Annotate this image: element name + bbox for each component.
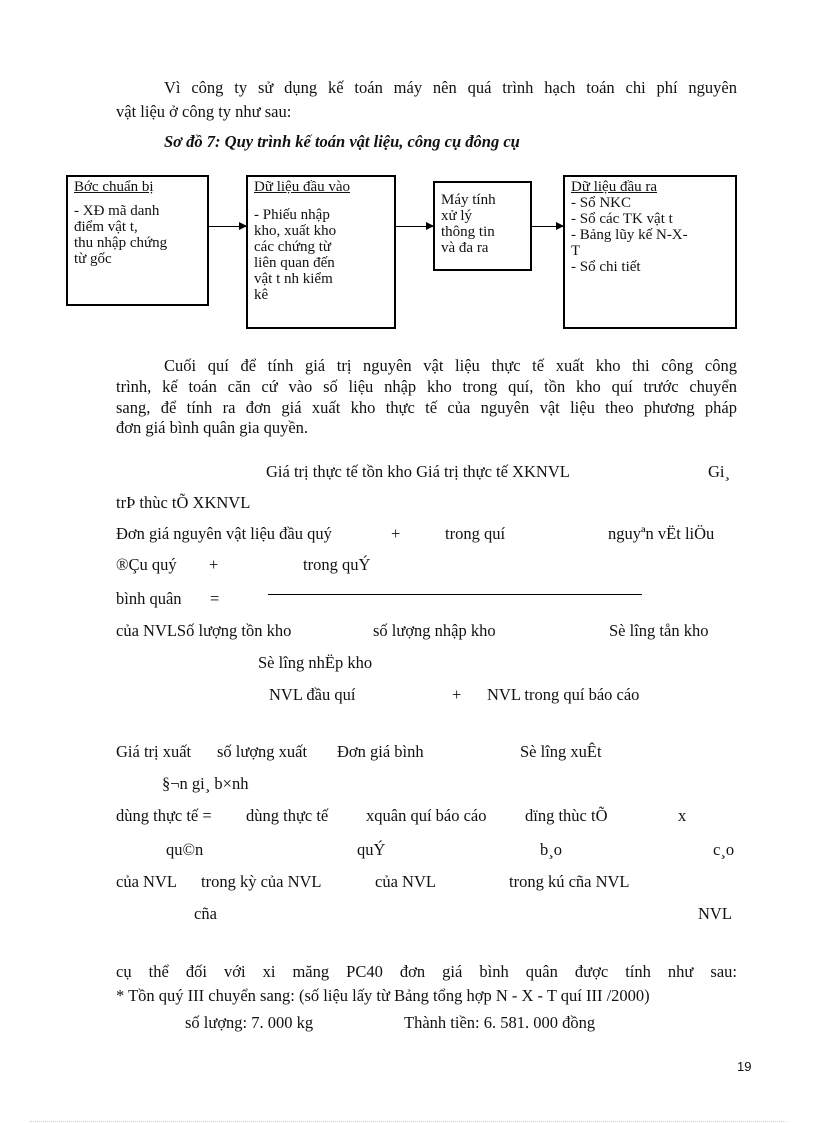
box-line: xử lý xyxy=(441,208,473,224)
formula-text: Đơn giá nguyên vật liệu đầu quý xyxy=(116,524,332,543)
formula-text: dùng thực tế xyxy=(246,806,329,825)
paragraph-2-line: sang, để tính ra đơn giá xuất kho thực tế của nguyên vật liệu theo phương pháp xyxy=(116,398,737,417)
formula-text: + xyxy=(209,555,219,574)
formula-text: trÞ thùc tÕ XKNVL xyxy=(116,493,251,512)
formula-text: NVL xyxy=(698,904,732,923)
formula-text: Gi¸ xyxy=(708,462,730,481)
formula-text: x xyxy=(678,806,687,825)
page-number: 19 xyxy=(737,1059,752,1074)
formula-text: + xyxy=(391,524,401,543)
formula-text: quÝ xyxy=(357,840,386,859)
box-line: kho, xuất kho xyxy=(254,223,337,239)
closing-line: * Tồn quý III chuyển sang: (số liệu lấy từ Bảng tổng hợp N - X - T quí III /2000) xyxy=(116,986,650,1005)
box-line: Máy tính xyxy=(441,192,496,208)
box-line: và đa ra xyxy=(441,240,489,256)
box-line: - Phiếu nhập xyxy=(254,207,330,223)
paragraph-2-line: đơn giá bình quân gia quyền. xyxy=(116,418,309,437)
formula-text: b¸o xyxy=(540,840,562,859)
formula-text: số lượng xuất xyxy=(217,742,308,761)
formula-text: Sè lîng xuÊt xyxy=(520,742,602,761)
formula-text: của NVL xyxy=(116,872,177,891)
box-line: - Sổ các TK vật t xyxy=(571,211,673,227)
box-line: vật t nh kiểm xyxy=(254,271,333,287)
intro-line-2: vật liệu ở công ty như sau: xyxy=(116,102,292,121)
formula-text: dïng thùc tÕ xyxy=(525,806,608,825)
box-title: Dữ liệu đầu vào xyxy=(254,179,351,195)
page-footer-divider xyxy=(30,1121,786,1122)
box-line: từ gốc xyxy=(74,251,112,267)
box-line: thông tin xyxy=(441,224,495,240)
box-line: - Sổ chi tiết xyxy=(571,259,641,275)
box-line: kê xyxy=(254,287,269,303)
formula-text: trong kỳ của NVL xyxy=(201,872,322,891)
paragraph-2-line: trình, kế toán căn cứ vào số liệu nhập kho trong quí, tồn kho quí trước chuyển xyxy=(116,377,737,396)
formula-text: Giá trị thực tế tồn kho Giá trị thực tế XKNVL xyxy=(266,462,570,481)
formula-text: cña xyxy=(194,904,217,923)
formula-text: qu©n xyxy=(166,840,204,859)
formula-text: Sè lîng nhËp kho xyxy=(258,653,373,672)
formula-text: Sè lîng tån kho xyxy=(609,621,709,640)
box-line: - XĐ mã danh xyxy=(74,203,160,219)
formula-text: của NVLSố lượng tồn kho xyxy=(116,621,292,640)
closing-amount: Thành tiền: 6. 581. 000 đồng xyxy=(404,1013,596,1032)
formula-text: dùng thực tế = xyxy=(116,806,212,825)
box-line: các chứng từ xyxy=(254,239,332,255)
diagram-box-input-data xyxy=(246,175,396,329)
closing-quantity: số lượng: 7. 000 kg xyxy=(185,1013,314,1032)
paragraph-2-line: Cuối quí để tính giá trị nguyên vật liệu thực tế xuất kho thi công công xyxy=(164,356,737,375)
formula-text: + xyxy=(452,685,462,704)
formula-text: ®Çu quý xyxy=(116,555,177,574)
box-line: điểm vật t, xyxy=(74,219,138,235)
box-title: Dữ liệu đầu ra xyxy=(571,179,658,195)
formula-text: của NVL xyxy=(375,872,436,891)
formula-text: nguyªn vËt liÖu xyxy=(608,524,715,543)
formula-text: trong kú cña NVL xyxy=(509,872,630,891)
diagram-box-computer-processing xyxy=(433,181,532,271)
formula-text: xquân quí báo cáo xyxy=(366,806,487,825)
diagram-title: Sơ đồ 7: Quy trình kế toán vật liệu, công cụ đông cụ xyxy=(164,132,520,151)
formula-text: trong quí xyxy=(445,524,506,543)
formula-text: c¸o xyxy=(713,840,735,859)
box-line: liên quan đến xyxy=(254,255,335,271)
formula-text: NVL đầu quí xyxy=(269,685,356,704)
box-line: - Bảng lũy kế N-X- xyxy=(571,227,688,243)
formula-text: = xyxy=(210,589,220,608)
fraction-line xyxy=(268,594,642,595)
diagram-box-output-data xyxy=(563,175,737,329)
intro-line-1: Vì công ty sử dụng kế toán máy nên quá trình hạch toán chi phí nguyên xyxy=(164,78,737,97)
formula-text: số lượng nhập kho xyxy=(373,621,496,640)
arrow-2 xyxy=(396,226,433,227)
formula-text: trong quÝ xyxy=(303,555,371,574)
formula-text: Giá trị xuất xyxy=(116,742,192,761)
box-line: - Sổ NKC xyxy=(571,195,632,211)
closing-line: cụ thể đối với xi măng PC40 đơn giá bình quân được tính như sau: xyxy=(116,962,737,981)
arrow-3 xyxy=(532,226,563,227)
formula-text: §¬n gi¸ b×nh xyxy=(162,774,249,793)
box-line: T xyxy=(571,243,581,259)
box-line: thu nhập chứng xyxy=(74,235,168,251)
formula-text: NVL trong quí báo cáo xyxy=(487,685,640,704)
diagram-box-preparation xyxy=(66,175,209,306)
formula-text: Đơn giá bình xyxy=(337,742,424,761)
box-title: Bớc chuẩn bị xyxy=(74,179,154,195)
arrow-1 xyxy=(209,226,246,227)
formula-text: bình quân xyxy=(116,589,182,608)
